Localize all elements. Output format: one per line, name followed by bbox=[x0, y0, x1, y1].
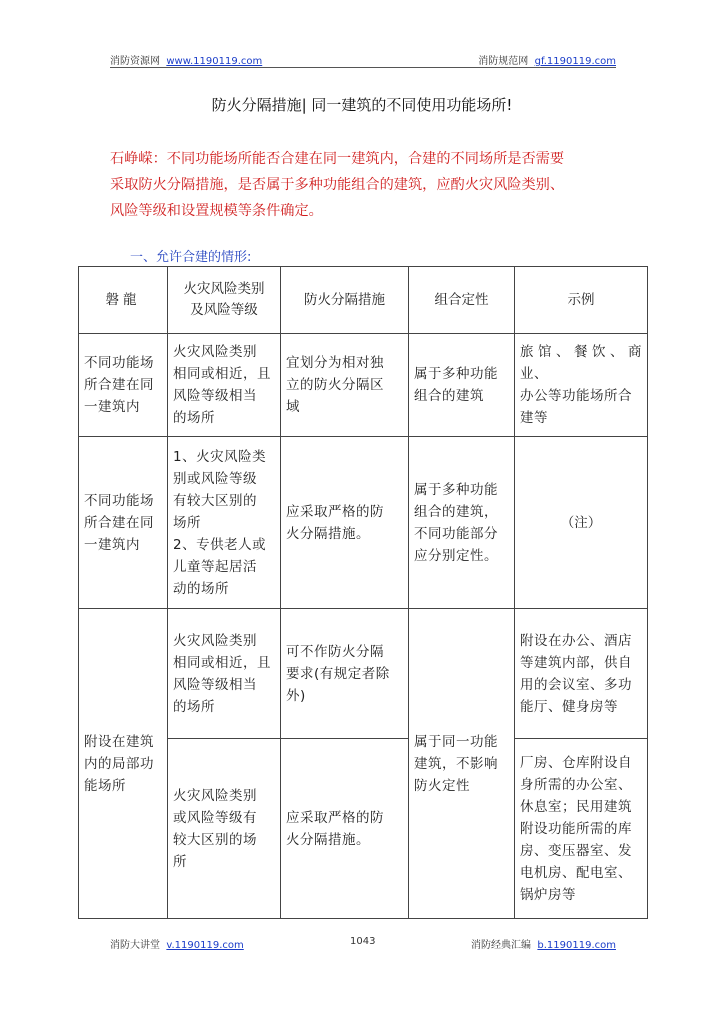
table-header-row bbox=[79, 267, 648, 334]
header-left-label: 消防资源网 bbox=[110, 56, 160, 67]
cell-line: 房、变压器室、发 bbox=[520, 842, 632, 859]
cell-line: 较大区别的场 bbox=[173, 831, 257, 848]
cell-line: 附设功能所需的库 bbox=[520, 820, 632, 837]
cell-line: 所合建在同 bbox=[84, 377, 154, 393]
cell-line: 内的局部功 bbox=[84, 755, 154, 772]
cell-line: 火灾风险类别 bbox=[173, 787, 257, 804]
cell-example bbox=[515, 609, 648, 739]
intro-line: 风险等级和设置规模等条件确定。 bbox=[110, 203, 323, 219]
cell-line: 不同功能场 bbox=[84, 492, 154, 509]
cell-line: 不同功能部分 bbox=[414, 525, 498, 542]
cell-line: 旅馆、餐饮、商业、 bbox=[520, 344, 642, 382]
cell-line: 一建筑内 bbox=[84, 536, 140, 553]
cell-line: 火灾风险类别 bbox=[173, 344, 257, 360]
cell-line: 的场所 bbox=[173, 410, 215, 426]
cell-risk bbox=[168, 739, 281, 919]
cell-line: 电机房、配电室、 bbox=[520, 864, 632, 881]
note-marker: （注） bbox=[560, 514, 602, 531]
footer-left-label: 消防大讲堂 bbox=[110, 940, 160, 951]
cell-line: 2、专供老人或 bbox=[173, 536, 267, 553]
cell-line: 火灾风险类别 bbox=[173, 632, 257, 649]
footer-right-label: 消防经典汇编 bbox=[471, 940, 532, 951]
cell-line: 有较大区别的 bbox=[173, 492, 257, 509]
cell-scenario bbox=[79, 437, 168, 609]
cell-line: 附设在建筑 bbox=[84, 733, 154, 750]
cell-measure bbox=[281, 739, 409, 919]
cell-line: 宜划分为相对独 bbox=[286, 355, 384, 371]
table-row bbox=[79, 334, 648, 437]
cell-line: 身所需的办公室、 bbox=[520, 776, 632, 793]
cell-measure bbox=[281, 609, 409, 739]
cell-line: 所合建在同 bbox=[84, 514, 154, 531]
cell-line: 休息室；民用建筑 bbox=[520, 798, 632, 815]
cell-line: 要求(有规定者除 bbox=[286, 665, 390, 682]
intro-paragraph bbox=[110, 146, 630, 224]
header-right-link[interactable]: gf.1190119.com bbox=[534, 56, 616, 67]
header-left bbox=[110, 52, 262, 67]
intro-line: 采取防火分隔措施，是否属于多种功能组合的建筑，应酌火灾风险类别、 bbox=[110, 177, 565, 193]
table-row bbox=[79, 437, 648, 609]
cell-line: 相同或相近，且 bbox=[173, 654, 271, 671]
cell-line: 附设在办公、酒店 bbox=[520, 632, 632, 649]
footer-right-link[interactable]: b.1190119.com bbox=[537, 940, 616, 951]
page-number: 1043 bbox=[350, 936, 376, 947]
page-footer bbox=[110, 936, 616, 952]
cell-line: 用的会议室、多功 bbox=[520, 676, 632, 693]
header-right bbox=[478, 52, 616, 67]
cell-line: 儿童等起居活 bbox=[173, 558, 257, 575]
stamp-mark: 磐龍 bbox=[105, 291, 141, 308]
header-risk-line: 火灾风险类别 bbox=[183, 281, 265, 297]
cell-line: 属于多种功能 bbox=[414, 481, 498, 498]
footer-left bbox=[110, 936, 244, 951]
cell-example bbox=[515, 739, 648, 919]
cell-measure bbox=[281, 334, 409, 437]
cell-combination bbox=[409, 609, 515, 919]
footer-right bbox=[471, 936, 616, 951]
cell-line: 所 bbox=[173, 853, 187, 870]
header-measure: 防火分隔措施 bbox=[281, 267, 409, 334]
cell-line: 场所 bbox=[173, 514, 201, 531]
cell-risk bbox=[168, 334, 281, 437]
cell-combination bbox=[409, 437, 515, 609]
header-right-label: 消防规范网 bbox=[478, 56, 529, 67]
cell-line: 不同功能场 bbox=[84, 355, 154, 371]
cell-line: 厂房、仓库附设自 bbox=[520, 754, 632, 771]
cell-line: 一建筑内 bbox=[84, 399, 140, 415]
cell-line: 1、火灾风险类 bbox=[173, 448, 267, 465]
cell-risk bbox=[168, 609, 281, 739]
cell-risk bbox=[168, 437, 281, 609]
cell-combination bbox=[409, 334, 515, 437]
cell-scenario bbox=[79, 609, 168, 919]
cell-line: 火分隔措施。 bbox=[286, 831, 370, 848]
cell-measure bbox=[281, 437, 409, 609]
section-heading: 一、允许合建的情形: bbox=[130, 250, 252, 265]
cell-line: 动的场所 bbox=[173, 580, 229, 597]
cell-line: 可不作防火分隔 bbox=[286, 643, 384, 660]
cell-example bbox=[515, 437, 648, 609]
cell-line: 属于同一功能 bbox=[414, 733, 498, 750]
table-row bbox=[79, 609, 648, 739]
intro-line: 石峥嵘：不同功能场所能否合建在同一建筑内，合建的不同场所是否需要 bbox=[110, 151, 565, 167]
cell-line: 外) bbox=[286, 687, 306, 704]
cell-line: 立的防火分隔区 bbox=[286, 377, 384, 393]
cell-line: 锅炉房等 bbox=[520, 886, 576, 903]
header-risk-line: 及风险等级 bbox=[190, 302, 258, 318]
cell-line: 能场所 bbox=[84, 777, 126, 794]
cell-line: 应采取严格的防 bbox=[286, 503, 384, 520]
cell-line: 属于多种功能 bbox=[414, 366, 498, 382]
cell-example bbox=[515, 334, 648, 437]
cell-line: 火分隔措施。 bbox=[286, 525, 370, 542]
cell-line: 建筑，不影响 bbox=[414, 755, 498, 772]
page-header bbox=[110, 50, 616, 68]
cell-line: 能厅、健身房等 bbox=[520, 698, 618, 715]
cell-line: 风险等级相当 bbox=[173, 388, 257, 404]
header-risk bbox=[168, 267, 281, 334]
cell-line: 组合的建筑 bbox=[414, 388, 484, 404]
cell-line: 组合的建筑， bbox=[414, 503, 498, 520]
cell-line: 建等 bbox=[520, 410, 548, 426]
cell-line: 别或风险等级 bbox=[173, 470, 257, 487]
cell-line: 应采取严格的防 bbox=[286, 809, 384, 826]
footer-left-link[interactable]: v.1190119.com bbox=[166, 940, 244, 951]
header-left-link[interactable]: www.1190119.com bbox=[166, 56, 263, 67]
cell-line: 的场所 bbox=[173, 698, 215, 715]
cell-line: 应分别定性。 bbox=[414, 547, 498, 564]
cell-line: 风险等级相当 bbox=[173, 676, 257, 693]
cell-line: 域 bbox=[286, 399, 300, 415]
cell-line: 相同或相近，且 bbox=[173, 366, 271, 382]
cell-line: 等建筑内部，供自 bbox=[520, 654, 632, 671]
cell-line: 办公等功能场所合 bbox=[520, 388, 632, 404]
cell-scenario bbox=[79, 334, 168, 437]
page-title: 防火分隔措施| 同一建筑的不同使用功能场所! bbox=[211, 96, 513, 114]
cell-line: 防火定性 bbox=[414, 777, 470, 794]
header-example: 示例 bbox=[515, 267, 648, 334]
cell-line: 或风险等级有 bbox=[173, 809, 257, 826]
header-combination: 组合定性 bbox=[409, 267, 515, 334]
fire-separation-table bbox=[78, 266, 648, 919]
stamp-cell bbox=[79, 267, 168, 334]
